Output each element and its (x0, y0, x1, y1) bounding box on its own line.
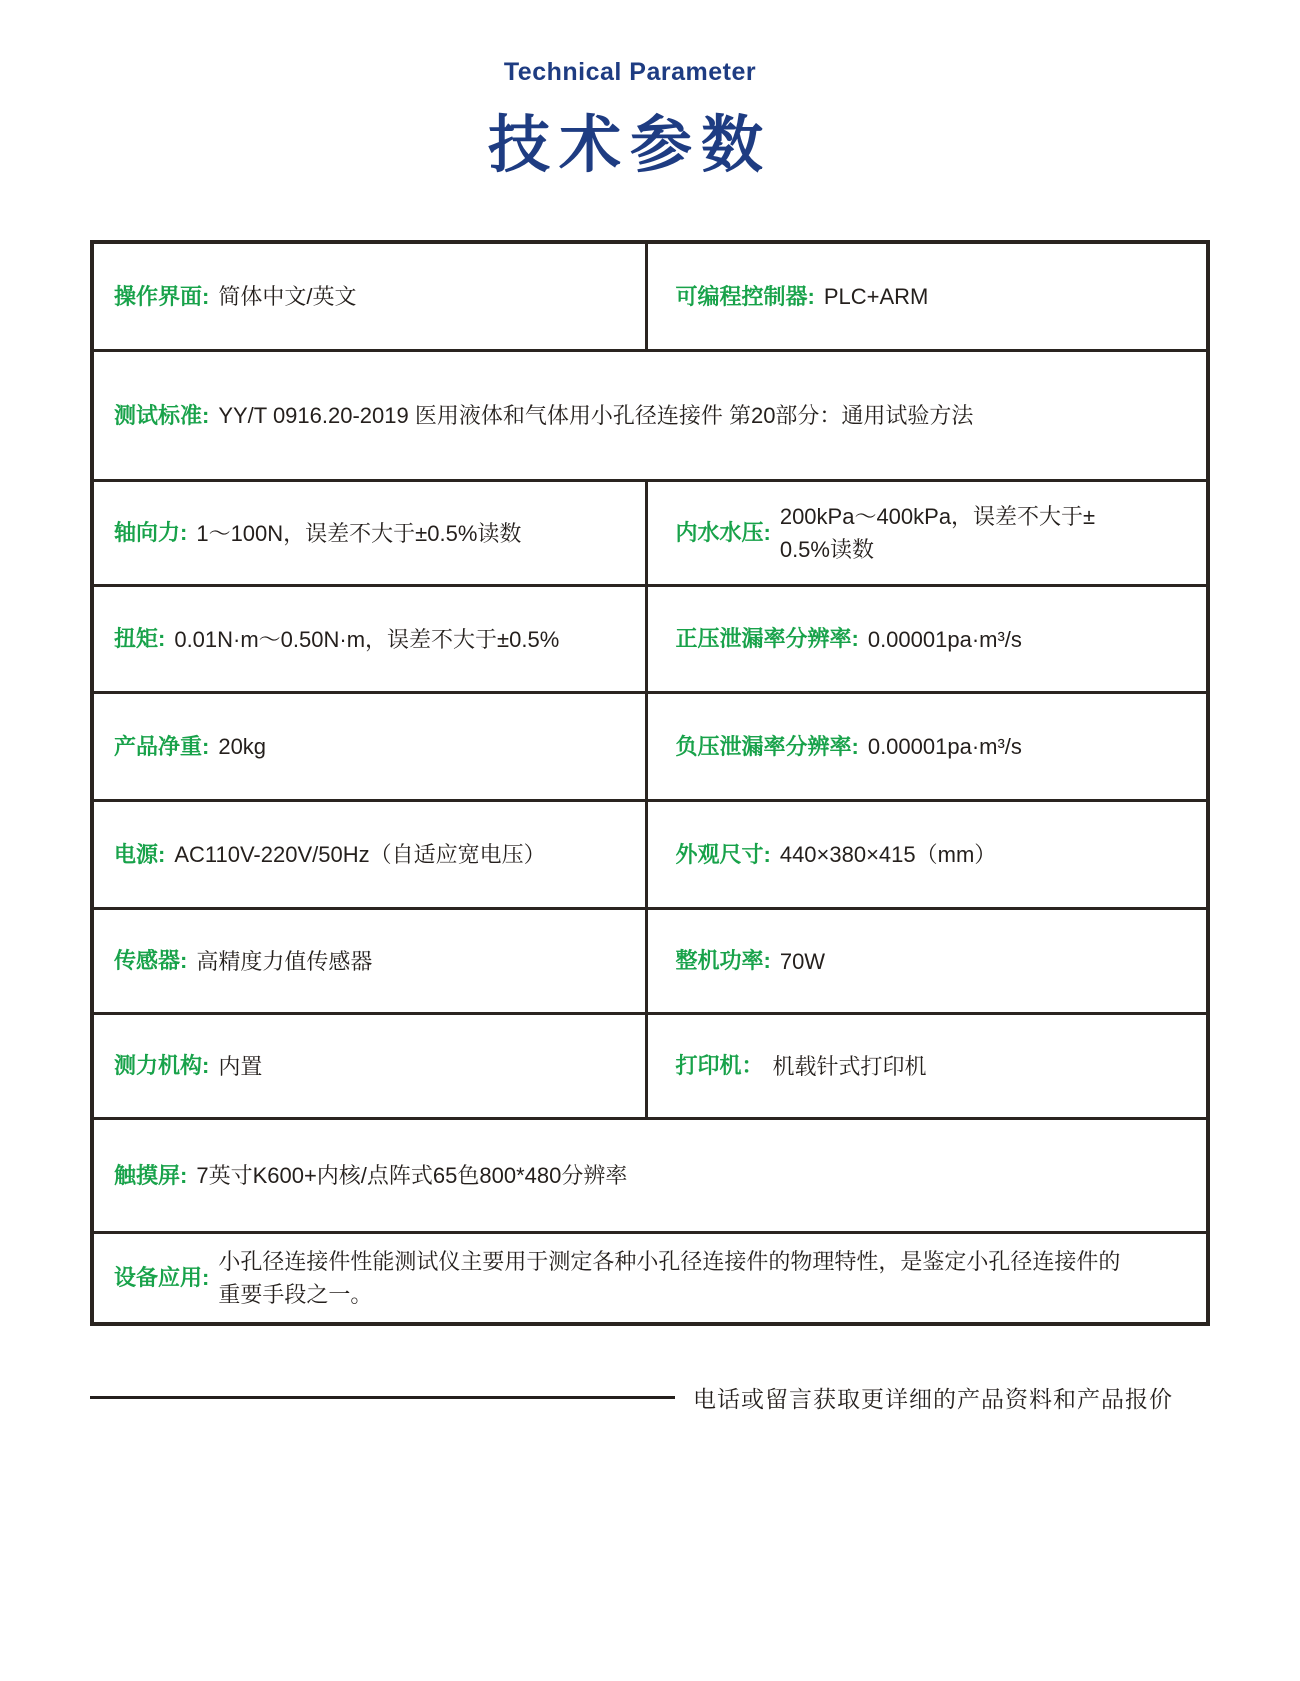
page-subtitle-en: Technical Parameter (503, 58, 757, 86)
cell-label: 电源: (114, 841, 166, 867)
cell-sensor (94, 910, 645, 1012)
cell-label: 负压泄漏率分辨率: (675, 733, 859, 759)
cell-plc-controller (645, 244, 1207, 349)
cell-value: AC110V-220V/50Hz（自适应宽电压） (174, 842, 546, 867)
cell-label: 传感器: (114, 948, 188, 974)
cell-label: 整机功率: (675, 948, 771, 974)
cell-label: 轴向力: (114, 520, 188, 546)
cell-label: 测力机构: (114, 1053, 210, 1079)
cell-label: 扭矩: (114, 626, 166, 652)
table-row-axial-force-pressure (94, 479, 1206, 584)
cell-dimensions (645, 802, 1207, 907)
cell-label: 触摸屏: (114, 1162, 188, 1188)
cell-value: 200kPa～400kPa，误差不大于± 0.5%读数 (779, 504, 1096, 562)
cell-value: 440×380×415（mm） (779, 842, 997, 867)
cell-value: 20kg (218, 734, 267, 759)
spec-table (90, 240, 1210, 1326)
table-row-power-dimensions (94, 799, 1206, 907)
cell-value: PLC+ARM (823, 284, 929, 309)
cell-value: 0.00001pa·m³/s (867, 734, 1022, 759)
cell-power-supply (94, 802, 645, 907)
table-row-interface-controller (94, 244, 1206, 349)
cell-total-power (645, 910, 1207, 1012)
cell-operation-interface (94, 244, 645, 349)
cell-positive-leak-resolution (645, 587, 1207, 691)
cell-label: 产品净重: (114, 733, 210, 759)
table-row-sensor-power (94, 907, 1206, 1012)
cell-axial-force (94, 482, 645, 584)
cell-value: 机载针式打印机 (772, 1053, 927, 1079)
cell-value: YY/T 0916.20-2019 医用液体和气体用小孔径连接件 第20部分：通用试验方法 (218, 403, 974, 428)
cell-value: 高精度力值传感器 (196, 948, 373, 974)
footer (90, 1378, 1210, 1416)
cell-value: 0.00001pa·m³/s (867, 626, 1022, 652)
table-row-touchscreen (94, 1117, 1206, 1231)
table-row-test-standard (94, 349, 1206, 479)
cell-label: 测试标准: (114, 402, 210, 428)
cell-value: 小孔径连接件性能测试仪主要用于测定各种小孔径连接件的物理特性，是鉴定小孔径连接件的 重要手段之一。 (218, 1249, 1121, 1307)
cell-water-pressure (645, 482, 1207, 584)
cell-value: 7英寸K600+内核/点阵式65色800*480分辨率 (196, 1163, 628, 1188)
cell-test-standard (94, 352, 1206, 479)
table-row-mechanism-printer (94, 1012, 1206, 1117)
cell-label: 打印机： (675, 1053, 764, 1079)
cell-force-mechanism (94, 1015, 645, 1117)
cell-net-weight (94, 694, 645, 799)
page-header (0, 58, 1260, 184)
cell-label: 操作界面: (114, 283, 210, 309)
cell-value: 内置 (218, 1053, 263, 1079)
cell-label: 可编程控制器: (675, 283, 815, 309)
divider-line (90, 1396, 675, 1399)
page-title: 技术参数 (487, 111, 772, 180)
cell-negative-leak-resolution (645, 694, 1207, 799)
cell-label: 外观尺寸: (675, 841, 771, 867)
cell-value: 0.01N·m～0.50N·m，误差不大于±0.5% (174, 626, 560, 652)
table-row-weight-negative-leak (94, 691, 1206, 799)
cell-value: 简体中文/英文 (218, 284, 357, 309)
cell-touchscreen (94, 1120, 1206, 1231)
cell-application (94, 1234, 1206, 1322)
cell-printer (645, 1015, 1207, 1117)
cell-label: 内水水压: (675, 520, 771, 546)
cell-value: 70W (779, 948, 826, 974)
cell-torque (94, 587, 645, 691)
footer-note: 电话或留言获取更详细的产品资料和产品报价 (693, 1385, 1173, 1412)
table-row-torque-positive-leak (94, 584, 1206, 691)
table-row-application (94, 1231, 1206, 1322)
cell-label: 正压泄漏率分辨率: (675, 626, 859, 652)
cell-label: 设备应用: (114, 1265, 210, 1291)
cell-value: 1～100N，误差不大于±0.5%读数 (196, 520, 522, 546)
